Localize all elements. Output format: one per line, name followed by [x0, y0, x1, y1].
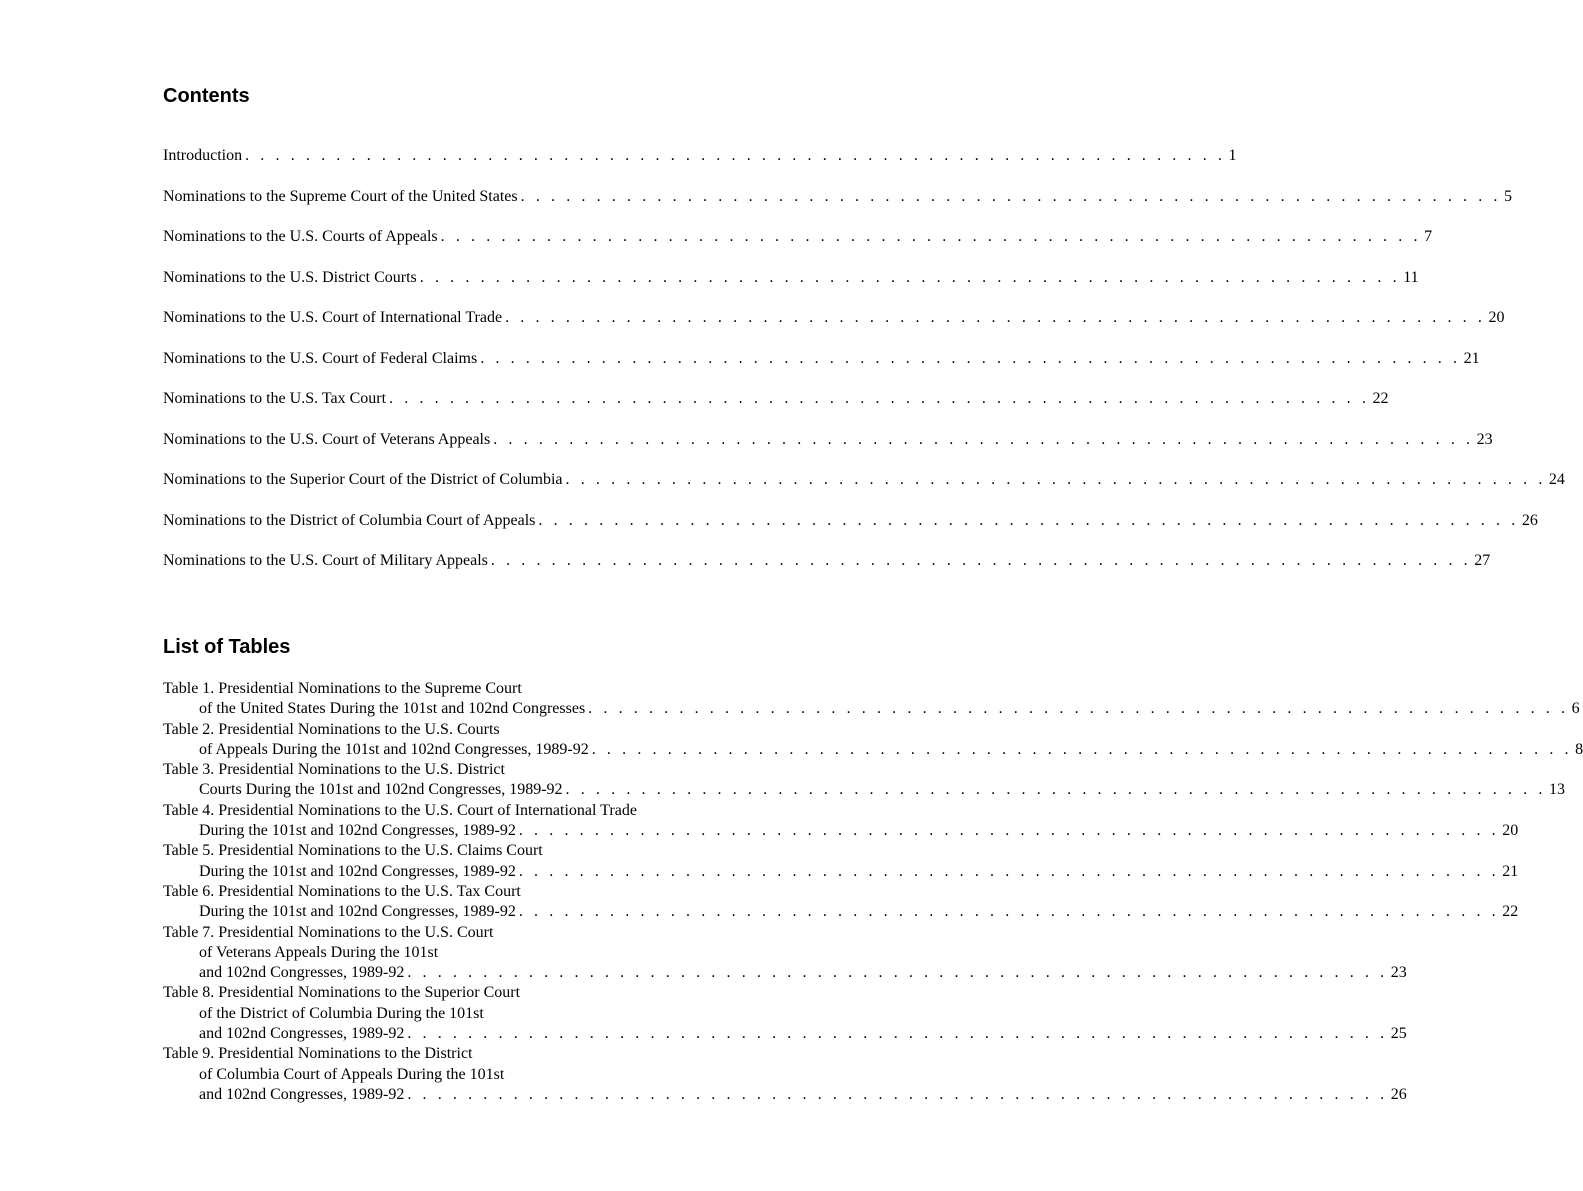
- page-number: 23: [1390, 964, 1407, 982]
- entry-title-line: Table 5. Presidential Nominations to the U.S. Claims Court: [163, 842, 543, 860]
- dot-leader: . . . . . . . . . . . . . . . . . . . . . . . . . . . . . . . . . . . . . . . . . . . . . . . . . . . . . . . . . . . . . . . . .: [505, 309, 1486, 326]
- entry-title-line: Table 1. Presidential Nominations to the Supreme Court: [163, 680, 522, 697]
- entry-title: Nominations to the U.S. Court of Military Appeals: [163, 552, 488, 569]
- page-number: 27: [1474, 552, 1491, 569]
- list-of-tables-heading: List of Tables: [163, 636, 291, 658]
- page-number: 26: [1521, 511, 1538, 529]
- entry-title-line: Table 9. Presidential Nominations to the District: [163, 1045, 473, 1063]
- table-entry[interactable]: [163, 801, 1519, 842]
- entry-title-line: of Veterans Appeals During the 101st: [199, 943, 439, 961]
- entry-title: and 102nd Congresses, 1989-92: [199, 964, 405, 982]
- toc-entry[interactable]: [163, 430, 1493, 450]
- page-number: 13: [1548, 781, 1565, 799]
- entry-title-line: Table 4. Presidential Nominations to the U.S. Court of International Trade: [163, 801, 637, 819]
- table-entry[interactable]: [163, 1044, 1407, 1105]
- dot-leader: . . . . . . . . . . . . . . . . . . . . . . . . . . . . . . . . . . . . . . . . . . . . . . . . . . . . . . . . . . . . . . . . .: [565, 781, 1546, 799]
- entry-title-line: of the District of Columbia During the 101st: [199, 1004, 484, 1022]
- entry-title: Nominations to the Supreme Court of the United States: [163, 187, 518, 205]
- entry-title-line: Table 6. Presidential Nominations to the U.S. Tax Court: [163, 882, 521, 900]
- entry-title: Courts During the 101st and 102nd Congresses, 1989-92: [199, 781, 563, 799]
- entry-title: Nominations to the District of Columbia Court of Appeals: [163, 511, 536, 529]
- entry-title: During the 101st and 102nd Congresses, 1989-92: [199, 822, 516, 840]
- table-entry[interactable]: [163, 679, 1580, 720]
- dot-leader: . . . . . . . . . . . . . . . . . . . . . . . . . . . . . . . . . . . . . . . . . . . . . . . . . . . . . . . . . . . . . . . . .: [245, 147, 1226, 164]
- toc-entry[interactable]: [163, 268, 1419, 288]
- dot-leader: . . . . . . . . . . . . . . . . . . . . . . . . . . . . . . . . . . . . . . . . . . . . . . . . . . . . . . . . . . . . . . . . .: [565, 471, 1546, 488]
- toc-entry[interactable]: [163, 308, 1505, 328]
- entry-title: Nominations to the U.S. Courts of Appeals: [163, 228, 438, 245]
- page-number: 20: [1488, 309, 1505, 326]
- toc-entry[interactable]: [163, 349, 1480, 369]
- dot-leader: . . . . . . . . . . . . . . . . . . . . . . . . . . . . . . . . . . . . . . . . . . . . . . . . . . . . . . . . . . . . . . . . .: [520, 187, 1502, 205]
- page-number: 20: [1502, 822, 1519, 840]
- entry-title-line: Table 7. Presidential Nominations to the U.S. Court: [163, 923, 494, 941]
- entry-title: of the United States During the 101st and 102nd Congresses: [199, 700, 586, 718]
- dot-leader: . . . . . . . . . . . . . . . . . . . . . . . . . . . . . . . . . . . . . . . . . . . . . . . . . . . . . . . . . . . . . . . . .: [407, 1025, 1388, 1043]
- page-number: 8: [1575, 740, 1583, 758]
- dot-leader: . . . . . . . . . . . . . . . . . . . . . . . . . . . . . . . . . . . . . . . . . . . . . . . . . . . . . . . . . . . . . . . . .: [538, 511, 1519, 529]
- entry-title: During the 101st and 102nd Congresses, 1989-92: [199, 903, 516, 921]
- entry-title: and 102nd Congresses, 1989-92: [199, 1085, 405, 1103]
- dot-leader: . . . . . . . . . . . . . . . . . . . . . . . . . . . . . . . . . . . . . . . . . . . . . . . . . . . . . . . . . . . . . . . . .: [407, 1085, 1388, 1103]
- entry-title: Introduction: [163, 147, 243, 164]
- entry-title: Nominations to the U.S. Tax Court: [163, 390, 387, 407]
- toc-entry[interactable]: [163, 146, 1237, 166]
- dot-leader: . . . . . . . . . . . . . . . . . . . . . . . . . . . . . . . . . . . . . . . . . . . . . . . . . . . . . . . . . . . . . . . . .: [419, 268, 1401, 286]
- entry-title: and 102nd Congresses, 1989-92: [199, 1025, 405, 1043]
- page-number: 22: [1372, 390, 1389, 407]
- toc-entry[interactable]: [163, 187, 1513, 207]
- dot-leader: . . . . . . . . . . . . . . . . . . . . . . . . . . . . . . . . . . . . . . . . . . . . . . . . . . . . . . . . . . . . . . . . .: [518, 903, 1500, 921]
- page-number: 25: [1390, 1025, 1407, 1043]
- page-number: 6: [1571, 700, 1580, 718]
- table-entry[interactable]: [163, 882, 1519, 923]
- table-entry[interactable]: [163, 983, 1407, 1044]
- entry-title: During the 101st and 102nd Congresses, 1989-92: [199, 862, 516, 880]
- entry-title: Nominations to the U.S. Court of Veterans Appeals: [163, 430, 491, 448]
- entry-title: Nominations to the U.S. Court of International Trade: [163, 309, 503, 326]
- toc-entry[interactable]: [163, 389, 1389, 409]
- entry-title-line: Table 2. Presidential Nominations to the U.S. Courts: [163, 720, 500, 738]
- dot-leader: . . . . . . . . . . . . . . . . . . . . . . . . . . . . . . . . . . . . . . . . . . . . . . . . . . . . . . . . . . . . . . . . .: [518, 862, 1500, 880]
- contents-heading: Contents: [163, 85, 250, 107]
- dot-leader: . . . . . . . . . . . . . . . . . . . . . . . . . . . . . . . . . . . . . . . . . . . . . . . . . . . . . . . . . . . . . . . . .: [407, 964, 1388, 982]
- table-entry[interactable]: [163, 760, 1565, 801]
- dot-leader: . . . . . . . . . . . . . . . . . . . . . . . . . . . . . . . . . . . . . . . . . . . . . . . . . . . . . . . . . . . . . . . . .: [480, 349, 1461, 367]
- entry-title: Nominations to the U.S. District Courts: [163, 268, 417, 286]
- list-of-tables: [163, 679, 1583, 1105]
- table-entry[interactable]: [163, 720, 1583, 761]
- entry-title: of Appeals During the 101st and 102nd Congresses, 1989-92: [199, 740, 589, 758]
- dot-leader: . . . . . . . . . . . . . . . . . . . . . . . . . . . . . . . . . . . . . . . . . . . . . . . . . . . . . . . . . . . . . . . . .: [440, 228, 1422, 245]
- page-number: 11: [1403, 268, 1419, 286]
- dot-leader: . . . . . . . . . . . . . . . . . . . . . . . . . . . . . . . . . . . . . . . . . . . . . . . . . . . . . . . . . . . . . . . . .: [588, 700, 1569, 718]
- toc-entry[interactable]: [163, 227, 1433, 247]
- page-number: 26: [1390, 1085, 1407, 1103]
- dot-leader: . . . . . . . . . . . . . . . . . . . . . . . . . . . . . . . . . . . . . . . . . . . . . . . . . . . . . . . . . . . . . . . . .: [518, 822, 1500, 840]
- toc-entry[interactable]: [163, 470, 1565, 490]
- entry-title-line: Table 8. Presidential Nominations to the Superior Court: [163, 984, 521, 1002]
- page-number: 5: [1504, 187, 1513, 205]
- page-number: 23: [1476, 430, 1493, 448]
- table-entry[interactable]: [163, 923, 1407, 984]
- page-number: 24: [1548, 471, 1565, 488]
- page-number: 21: [1463, 349, 1480, 367]
- page-number: 22: [1502, 903, 1519, 921]
- dot-leader: . . . . . . . . . . . . . . . . . . . . . . . . . . . . . . . . . . . . . . . . . . . . . . . . . . . . . . . . . . . . . . . . .: [591, 740, 1573, 758]
- dot-leader: . . . . . . . . . . . . . . . . . . . . . . . . . . . . . . . . . . . . . . . . . . . . . . . . . . . . . . . . . . . . . . . . .: [490, 552, 1472, 569]
- entry-title-line: of Columbia Court of Appeals During the 101st: [199, 1065, 505, 1083]
- page-number: 7: [1424, 228, 1433, 245]
- page-number: 21: [1502, 862, 1519, 880]
- entry-title: Nominations to the Superior Court of the District of Columbia: [163, 471, 563, 488]
- table-entry[interactable]: [163, 841, 1519, 882]
- dot-leader: . . . . . . . . . . . . . . . . . . . . . . . . . . . . . . . . . . . . . . . . . . . . . . . . . . . . . . . . . . . . . . . . .: [493, 430, 1474, 448]
- contents-list: [163, 146, 1565, 592]
- toc-entry[interactable]: [163, 511, 1538, 531]
- entry-title-line: Table 3. Presidential Nominations to the U.S. District: [163, 761, 505, 779]
- entry-title: Nominations to the U.S. Court of Federal Claims: [163, 349, 478, 367]
- page-number: 1: [1228, 147, 1237, 164]
- dot-leader: . . . . . . . . . . . . . . . . . . . . . . . . . . . . . . . . . . . . . . . . . . . . . . . . . . . . . . . . . . . . . . . . .: [389, 390, 1370, 407]
- toc-entry[interactable]: [163, 551, 1491, 571]
